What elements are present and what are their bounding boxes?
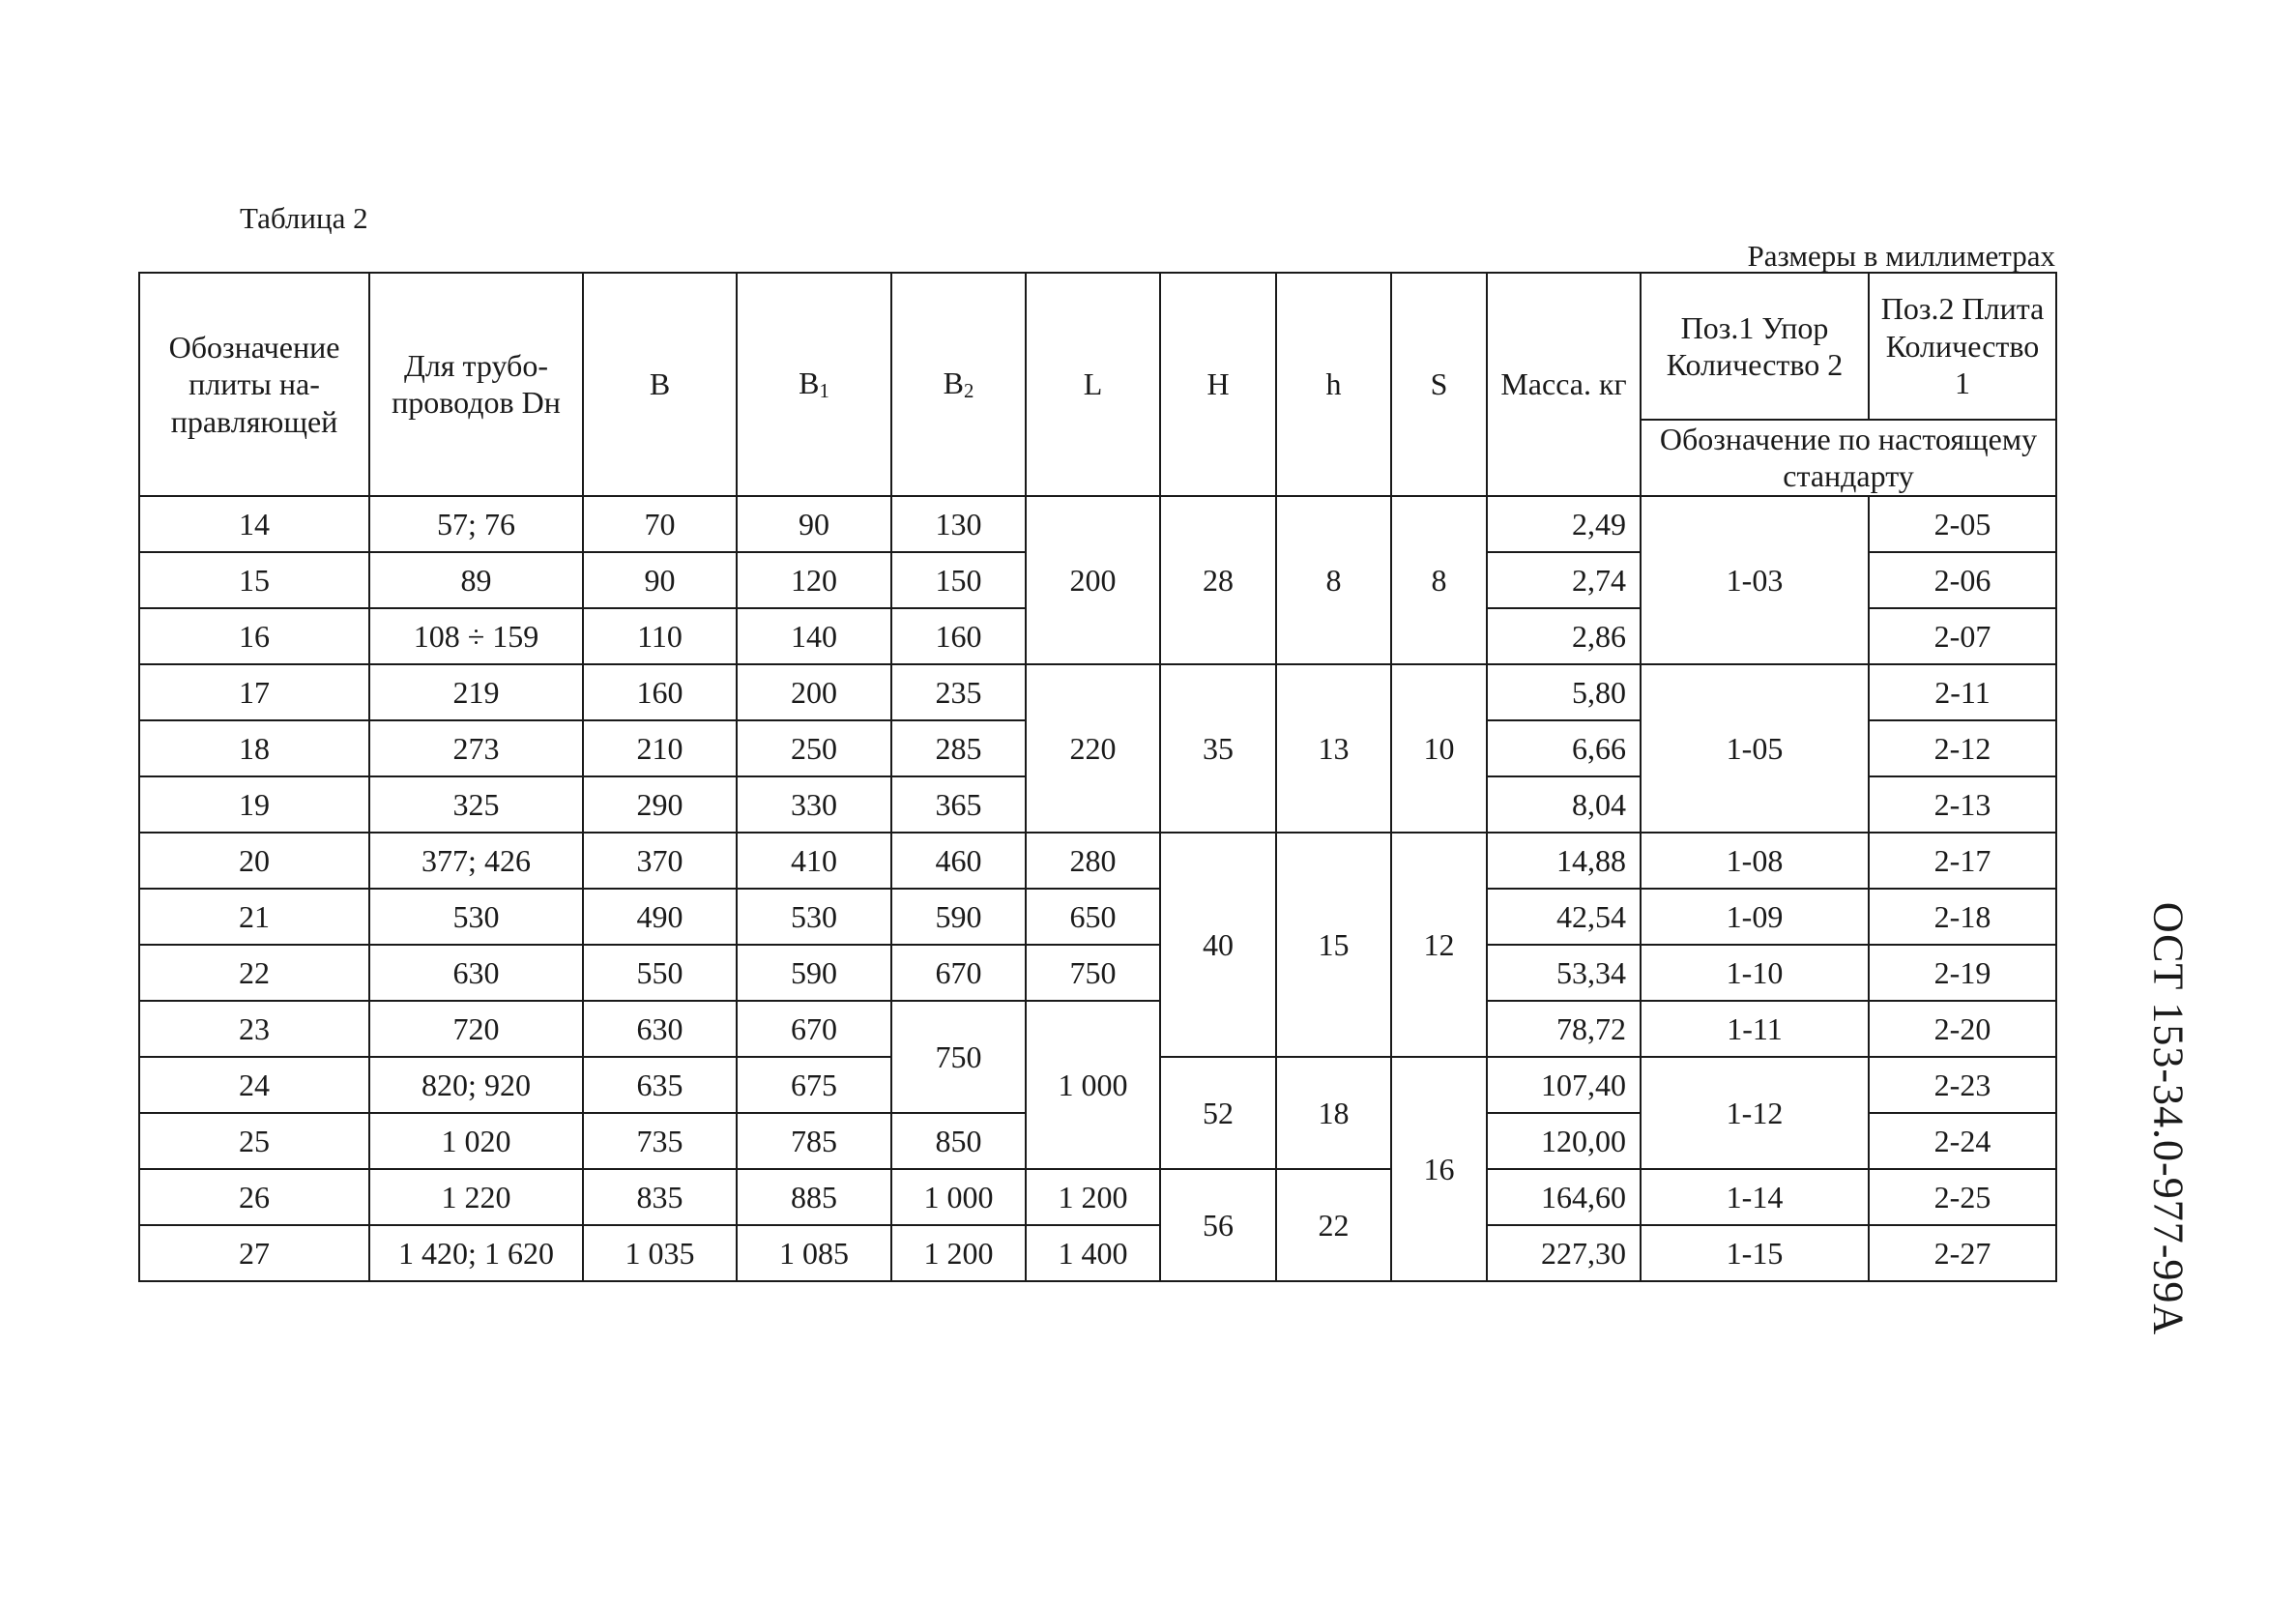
cell-pos1: 1-10: [1641, 945, 1869, 1001]
cell-mass: 2,74: [1487, 552, 1641, 608]
cell-pos2: 2-19: [1869, 945, 2056, 1001]
cell-b: 635: [583, 1057, 737, 1113]
cell-l: 1 400: [1026, 1225, 1160, 1281]
cell-pipe: 1 420; 1 620: [369, 1225, 583, 1281]
cell-id: 14: [139, 496, 369, 552]
header-b2: [891, 273, 1026, 496]
header-std-designation: Обозначение по настоящему стандарту: [1641, 420, 2056, 496]
cell-mass: 5,80: [1487, 664, 1641, 720]
cell-b1: 200: [737, 664, 891, 720]
cell-b2: 235: [891, 664, 1026, 720]
cell-h-small: 13: [1276, 664, 1391, 833]
cell-b: 110: [583, 608, 737, 664]
cell-id: 22: [139, 945, 369, 1001]
cell-h-small: 8: [1276, 496, 1391, 664]
cell-id: 17: [139, 664, 369, 720]
cell-b1: 330: [737, 776, 891, 833]
cell-pipe: 377; 426: [369, 833, 583, 889]
cell-b2: 130: [891, 496, 1026, 552]
cell-pos2: 2-24: [1869, 1113, 2056, 1169]
cell-l: 280: [1026, 833, 1160, 889]
cell-b1: 90: [737, 496, 891, 552]
cell-pipe: 219: [369, 664, 583, 720]
cell-b: 735: [583, 1113, 737, 1169]
cell-pos1: 1-03: [1641, 496, 1869, 664]
cell-pipe: 720: [369, 1001, 583, 1057]
table-row: [139, 1169, 2056, 1225]
cell-b1: 590: [737, 945, 891, 1001]
cell-s: 8: [1391, 496, 1487, 664]
cell-pipe: 1 220: [369, 1169, 583, 1225]
cell-b1: 785: [737, 1113, 891, 1169]
cell-l: 200: [1026, 496, 1160, 664]
cell-b1: 885: [737, 1169, 891, 1225]
cell-pipe: 89: [369, 552, 583, 608]
table-row: [139, 1001, 2056, 1057]
cell-mass: 2,49: [1487, 496, 1641, 552]
cell-b2: 1 200: [891, 1225, 1026, 1281]
cell-h-big: 35: [1160, 664, 1276, 833]
header-b1: [737, 273, 891, 496]
cell-mass: 8,04: [1487, 776, 1641, 833]
cell-b: 1 035: [583, 1225, 737, 1281]
cell-mass: 107,40: [1487, 1057, 1641, 1113]
cell-b2: 150: [891, 552, 1026, 608]
header-designation: Обозначение плиты на-правляющей: [139, 273, 369, 496]
cell-h-big: 40: [1160, 833, 1276, 1057]
cell-pipe: 630: [369, 945, 583, 1001]
cell-pos2: 2-12: [1869, 720, 2056, 776]
cell-b2: 670: [891, 945, 1026, 1001]
cell-id: 26: [139, 1169, 369, 1225]
cell-b2: 750: [891, 1001, 1026, 1113]
cell-pos2: 2-25: [1869, 1169, 2056, 1225]
cell-pos2: 2-11: [1869, 664, 2056, 720]
cell-s: 16: [1391, 1057, 1487, 1281]
header-b2-sub: 2: [963, 379, 974, 402]
cell-pos2: 2-20: [1869, 1001, 2056, 1057]
table-row: [139, 833, 2056, 889]
cell-l: 1 000: [1026, 1001, 1160, 1169]
cell-mass: 164,60: [1487, 1169, 1641, 1225]
cell-pipe: 108 ÷ 159: [369, 608, 583, 664]
cell-b2: 285: [891, 720, 1026, 776]
header-pos1: Поз.1 Упор Количество 2: [1641, 273, 1869, 420]
header-b2-main: B: [943, 365, 964, 400]
cell-pos1: 1-08: [1641, 833, 1869, 889]
cell-b: 370: [583, 833, 737, 889]
cell-h-small: 18: [1276, 1057, 1391, 1169]
cell-b2: 850: [891, 1113, 1026, 1169]
cell-l: 650: [1026, 889, 1160, 945]
cell-b: 490: [583, 889, 737, 945]
cell-pos1: 1-11: [1641, 1001, 1869, 1057]
cell-l: 750: [1026, 945, 1160, 1001]
cell-b: 90: [583, 552, 737, 608]
cell-pos1: 1-09: [1641, 889, 1869, 945]
cell-pos2: 2-07: [1869, 608, 2056, 664]
header-pipe: Для трубо-проводов Dн: [369, 273, 583, 496]
cell-pos2: 2-23: [1869, 1057, 2056, 1113]
table-caption: Таблица 2: [240, 201, 368, 235]
cell-b2: 160: [891, 608, 1026, 664]
table-row: [139, 889, 2056, 945]
document-code: ОСТ 153-34.0-977-99А: [2144, 901, 2193, 1336]
cell-s: 12: [1391, 833, 1487, 1057]
cell-b: 835: [583, 1169, 737, 1225]
cell-b: 210: [583, 720, 737, 776]
table-row: [139, 664, 2056, 720]
header-pos2: Поз.2 Плита Количество 1: [1869, 273, 2056, 420]
cell-mass: 227,30: [1487, 1225, 1641, 1281]
cell-id: 24: [139, 1057, 369, 1113]
units-note: Размеры в миллиметрах: [1747, 239, 2055, 273]
cell-h-small: 22: [1276, 1169, 1391, 1281]
cell-b: 550: [583, 945, 737, 1001]
cell-mass: 6,66: [1487, 720, 1641, 776]
header-h-small: h: [1276, 273, 1391, 496]
cell-pipe: 273: [369, 720, 583, 776]
cell-h-big: 52: [1160, 1057, 1276, 1169]
cell-mass: 2,86: [1487, 608, 1641, 664]
cell-b1: 1 085: [737, 1225, 891, 1281]
cell-pos1: 1-14: [1641, 1169, 1869, 1225]
cell-pos2: 2-06: [1869, 552, 2056, 608]
cell-id: 18: [139, 720, 369, 776]
cell-pos1: 1-15: [1641, 1225, 1869, 1281]
cell-pipe: 1 020: [369, 1113, 583, 1169]
cell-id: 20: [139, 833, 369, 889]
cell-pipe: 530: [369, 889, 583, 945]
cell-b2: 365: [891, 776, 1026, 833]
header-b: B: [583, 273, 737, 496]
cell-pipe: 325: [369, 776, 583, 833]
cell-l: 1 200: [1026, 1169, 1160, 1225]
cell-pos1: 1-05: [1641, 664, 1869, 833]
cell-id: 23: [139, 1001, 369, 1057]
table-row: [139, 945, 2056, 1001]
cell-id: 19: [139, 776, 369, 833]
cell-pos1: 1-12: [1641, 1057, 1869, 1169]
cell-b: 630: [583, 1001, 737, 1057]
cell-mass: 42,54: [1487, 889, 1641, 945]
cell-id: 16: [139, 608, 369, 664]
cell-b1: 410: [737, 833, 891, 889]
cell-b1: 120: [737, 552, 891, 608]
cell-mass: 120,00: [1487, 1113, 1641, 1169]
cell-l: 220: [1026, 664, 1160, 833]
cell-b2: 1 000: [891, 1169, 1026, 1225]
cell-b1: 670: [737, 1001, 891, 1057]
cell-b1: 675: [737, 1057, 891, 1113]
cell-pos2: 2-05: [1869, 496, 2056, 552]
table-row: [139, 496, 2056, 552]
cell-b1: 140: [737, 608, 891, 664]
dimensions-table: [138, 272, 2057, 1282]
cell-pipe: 57; 76: [369, 496, 583, 552]
cell-pos2: 2-13: [1869, 776, 2056, 833]
table-row: [139, 1225, 2056, 1281]
cell-s: 10: [1391, 664, 1487, 833]
cell-pos2: 2-18: [1869, 889, 2056, 945]
cell-mass: 14,88: [1487, 833, 1641, 889]
cell-h-big: 56: [1160, 1169, 1276, 1281]
header-l: L: [1026, 273, 1160, 496]
cell-b1: 530: [737, 889, 891, 945]
cell-id: 15: [139, 552, 369, 608]
cell-mass: 53,34: [1487, 945, 1641, 1001]
cell-h-big: 28: [1160, 496, 1276, 664]
header-b1-main: B: [799, 365, 820, 400]
cell-id: 25: [139, 1113, 369, 1169]
cell-b: 70: [583, 496, 737, 552]
cell-pos2: 2-17: [1869, 833, 2056, 889]
cell-b: 290: [583, 776, 737, 833]
cell-id: 27: [139, 1225, 369, 1281]
header-h-big: H: [1160, 273, 1276, 496]
cell-id: 21: [139, 889, 369, 945]
cell-mass: 78,72: [1487, 1001, 1641, 1057]
cell-b2: 590: [891, 889, 1026, 945]
cell-pipe: 820; 920: [369, 1057, 583, 1113]
header-mass: Масса. кг: [1487, 273, 1641, 496]
header-s: S: [1391, 273, 1487, 496]
cell-h-small: 15: [1276, 833, 1391, 1057]
cell-b2: 460: [891, 833, 1026, 889]
cell-pos2: 2-27: [1869, 1225, 2056, 1281]
header-row: [139, 273, 2056, 420]
cell-b1: 250: [737, 720, 891, 776]
header-b1-sub: 1: [819, 379, 829, 402]
cell-b: 160: [583, 664, 737, 720]
